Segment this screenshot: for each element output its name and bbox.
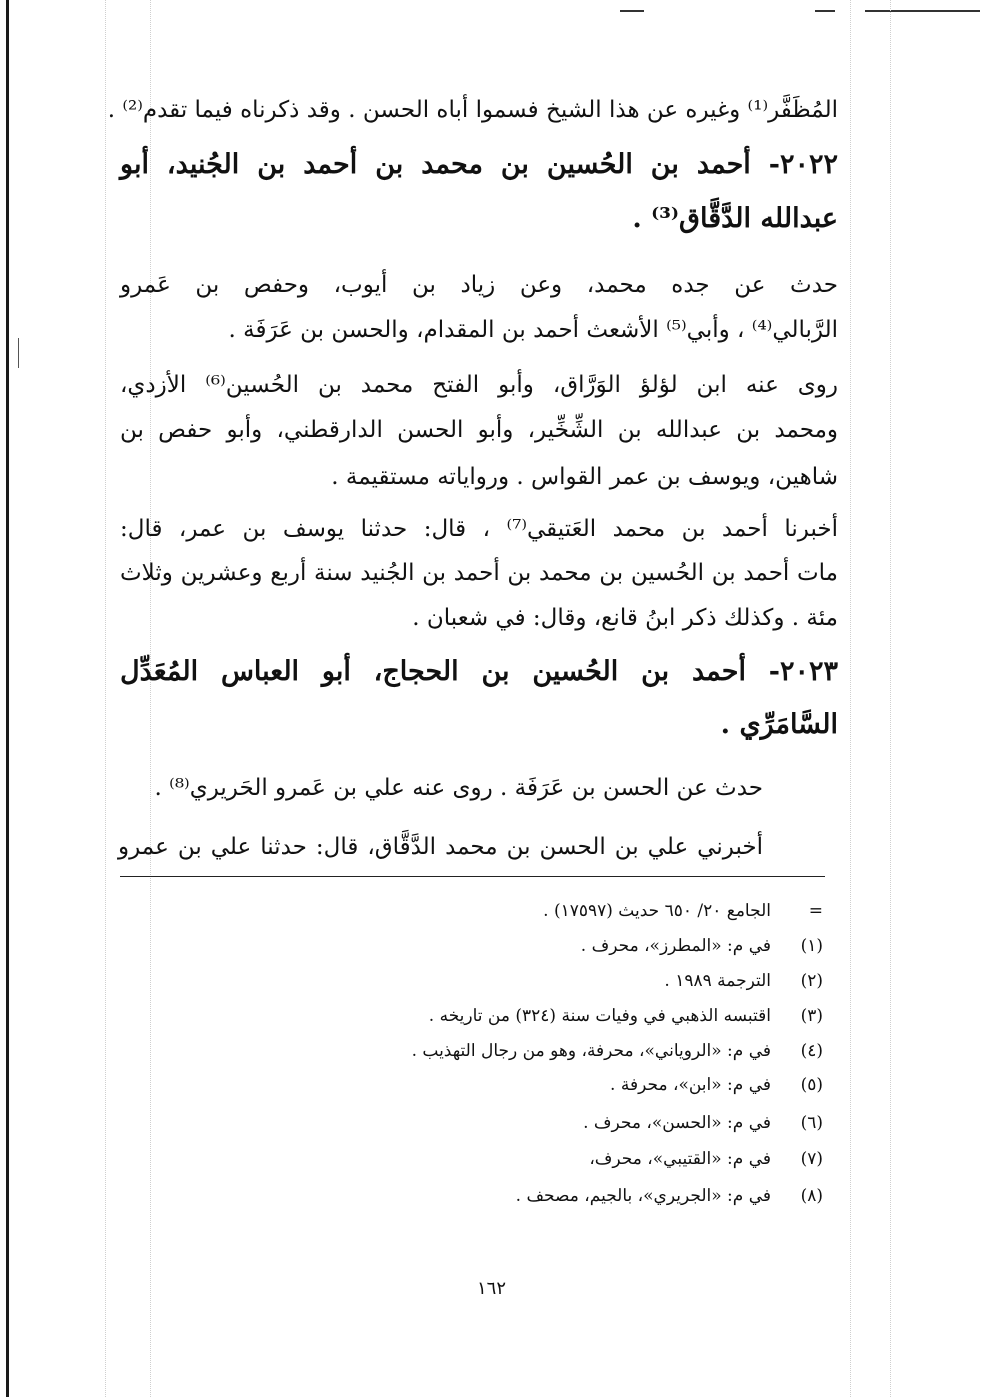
entry-heading: السَّامَرِّي . <box>720 709 838 740</box>
footnote-item <box>0 1185 983 1207</box>
footnote-number: (٥) <box>800 1075 823 1095</box>
text-line: الرَّبالي⁽⁴⁾ ، وأبي⁽⁵⁾ الأشعث أحمد بن المقدام، والحسن بن عَرَفَة . <box>228 317 838 343</box>
footnote-item <box>0 935 983 957</box>
footnote-text: في م: «ابن»، محرفة . <box>610 1075 771 1095</box>
page-number: ١٦٢ <box>476 1278 506 1299</box>
footnote-item <box>0 1005 983 1027</box>
footnote-number: (٨) <box>800 1186 823 1206</box>
footnote-number: (١) <box>800 936 823 956</box>
footnote-number: (٧) <box>800 1149 823 1169</box>
footnote-number: (٤) <box>800 1041 823 1061</box>
text-line: ومحمد بن عبدالله بن الشِّخِّير، وأبو الحسن الدارقطني، وأبو حفص بن <box>120 417 838 443</box>
text-line: مات أحمد بن الحُسين بن محمد بن أحمد بن الجُنيد سنة أربع وعشرين وثلاث <box>120 560 838 586</box>
footnote-divider <box>120 876 825 877</box>
entry-heading: عبدالله الدَّقَّاق⁽³⁾ . <box>632 203 838 234</box>
scan-mark <box>620 10 644 12</box>
footnote-text: في م: «القتيبي»، محرف، <box>589 1149 771 1169</box>
footnote-number: (٦) <box>800 1113 823 1133</box>
footnote-number: = <box>808 901 823 921</box>
text-line: روى عنه ابن لؤلؤ الوَرَّاق، وأبو الفتح محمد بن الحُسين⁽⁶⁾ الأزدي، <box>120 372 838 398</box>
footnote-text: في م: «الروياني»، محرفة، وهو من رجال التهذيب . <box>411 1041 771 1061</box>
footnote-number: (٣) <box>800 1006 823 1026</box>
text-line: المُظَفَّر⁽¹⁾ وغيره عن هذا الشيخ فسموا أباه الحسن . وقد ذكرناه فيما تقدم⁽²⁾ . <box>107 97 838 123</box>
footnote-item <box>0 970 983 992</box>
footnote-item <box>0 1148 983 1170</box>
text-line: أخبرني علي بن الحسن بن محمد الدَّقَّاق، قال: حدثنا علي بن عمرو <box>118 834 763 860</box>
text-line: أخبرنا أحمد بن محمد العَتيقي⁽⁷⁾ ، قال: حدثنا يوسف بن عمر، قال: <box>120 516 838 542</box>
footnote-text: في م: «الجريري»، بالجيم، مصحف . <box>515 1186 771 1206</box>
footnote-text: في م: «الحسن»، محرف . <box>583 1113 771 1133</box>
footnote-item <box>0 1112 983 1134</box>
text-line: حدث عن الحسن بن عَرَفَة . روى عنه علي بن عَمرو الحَريري⁽⁸⁾ . <box>154 775 763 801</box>
text-line: حدث عن جده محمد، وعن زياد بن أيوب، وحفص بن عَمرو <box>120 272 838 298</box>
footnote-item <box>0 1074 983 1096</box>
footnote-text: اقتبسه الذهبي في وفيات سنة (٣٢٤) من تاريخه . <box>428 1006 771 1026</box>
text-line: شاهين، ويوسف بن عمر القواس . ورواياته مستقيمة . <box>331 464 838 490</box>
entry-heading: ٢٠٢٣- أحمد بن الحُسين بن الحجاج، أبو العباس المُعَدِّل <box>120 656 838 687</box>
footnote-text: الترجمة ١٩٨٩ . <box>664 971 771 991</box>
footnote-text: الجامع ٢٠/ ٦٥٠ حديث (١٧٥٩٧) . <box>543 901 771 921</box>
entry-heading: ٢٠٢٢- أحمد بن الحُسين بن محمد بن أحمد بن الجُنيد، أبو <box>120 149 838 180</box>
footnote-item <box>0 900 983 922</box>
scan-mark <box>865 10 980 12</box>
footnote-text: في م: «المطرز»، محرف . <box>580 936 771 956</box>
footnote-item <box>0 1040 983 1062</box>
scan-mark <box>18 338 19 368</box>
text-line: مئة . وكذلك ذكر ابنُ قانع، وقال: في شعبان . <box>412 605 838 631</box>
footnote-number: (٢) <box>800 971 823 991</box>
scan-mark <box>815 10 835 12</box>
